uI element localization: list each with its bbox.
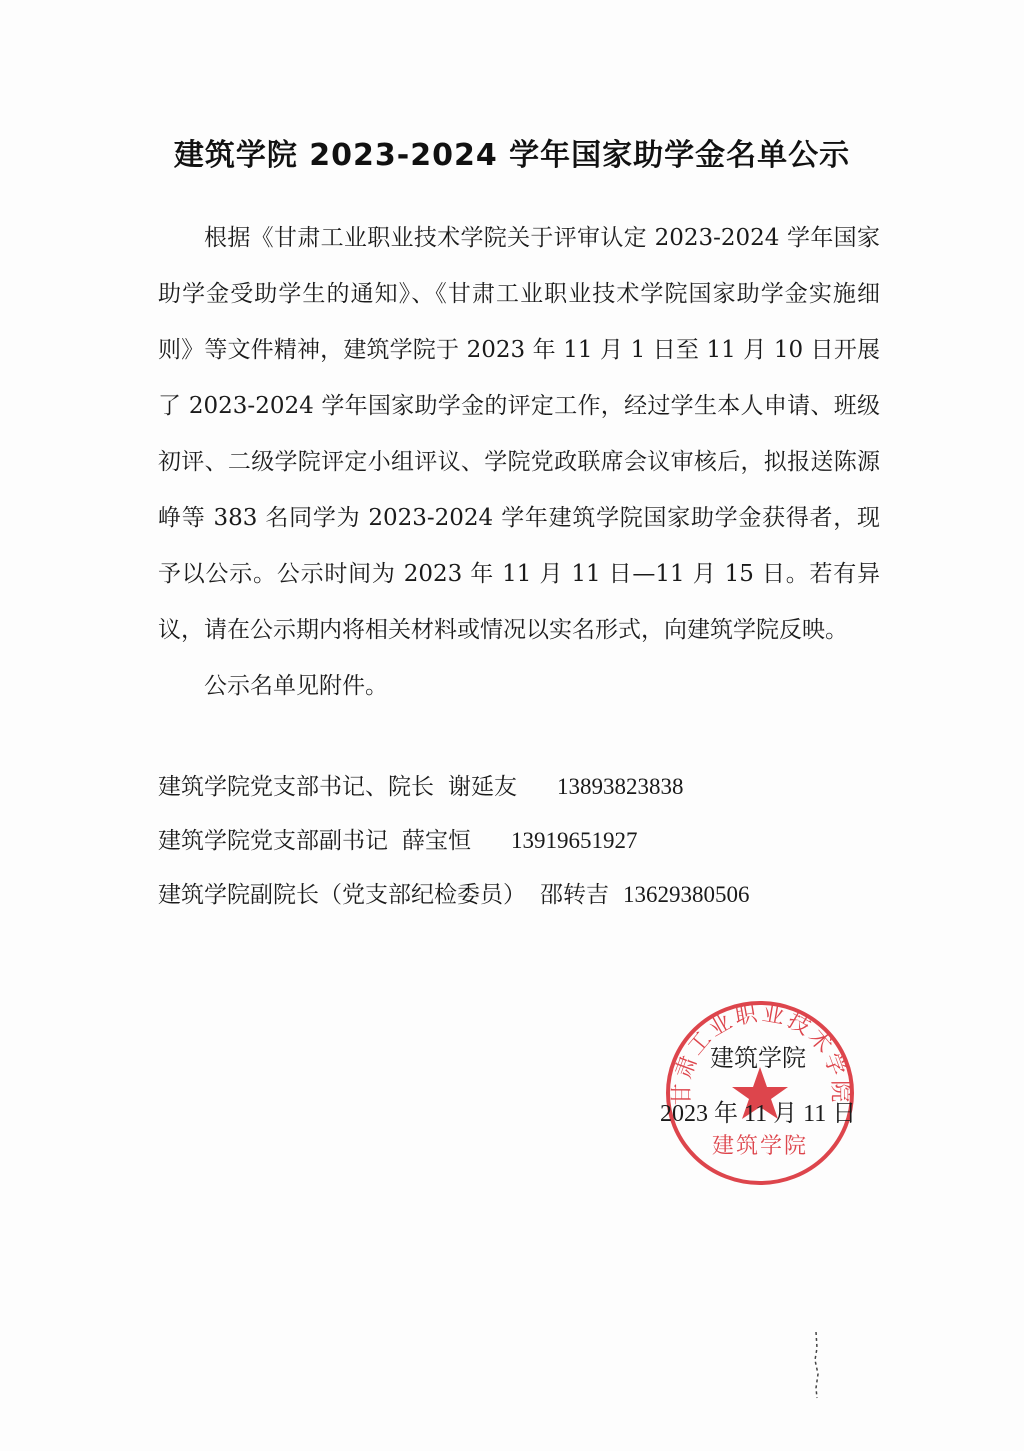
paragraph-attachment-note: 公示名单见附件。 [204,673,388,699]
scan-mark-icon [810,1330,824,1400]
contact-row [158,760,878,814]
contact-row [158,868,878,922]
contact-role: 建筑学院党支部副书记 [158,828,388,854]
page-title: 建筑学院 2023-2024 学年国家助学金名单公示 [173,138,851,173]
paragraph-main: 根据《甘肃工业职业技术学院关于评审认定 2023-2024 学年国家助学金受助学生的通知》、《甘肃工业职业技术学院国家助学金实施细则》等文件精神，建筑学院于 2023 年 11 月 1 日至 11 月 10 日开展了 2023-2024 学年国家助学金的评定工作，经过学生本人申请、班级初评、二级学院评定小组评议、学院党政联席会议审核后，拟报送陈源峥等 383 名同学为 2023-2024 学年建筑学院国家助学金获得者，现予以公示。公示时间为 2023 年 11 月 11 日—11 月 15 日。若有异议，请在公示期内将相关材料或情况以实名形式，向建筑学院反映。 [158,225,880,643]
contact-role: 建筑学院副院长（党支部纪检委员） [158,882,526,908]
contact-name: 邵转吉 [540,882,609,908]
contact-row [158,814,878,868]
signature-date: 2023 年 11 月 11 日 [660,1101,857,1127]
seal-outer-text: 甘肃工业职业技术学院 [669,1001,853,1106]
contact-name: 谢延友 [448,774,517,800]
contact-phone: 13629380506 [623,882,750,907]
contact-name: 薛宝恒 [402,828,471,854]
contact-role: 建筑学院党支部书记、院长 [158,774,434,800]
contact-list [158,760,878,922]
contact-phone: 13893823838 [557,774,684,799]
signature-organization: 建筑学院 [710,1044,806,1072]
seal-inner-text: 建筑学院 [711,1134,809,1159]
contact-phone: 13919651927 [511,828,638,853]
announcement-body [158,210,880,714]
